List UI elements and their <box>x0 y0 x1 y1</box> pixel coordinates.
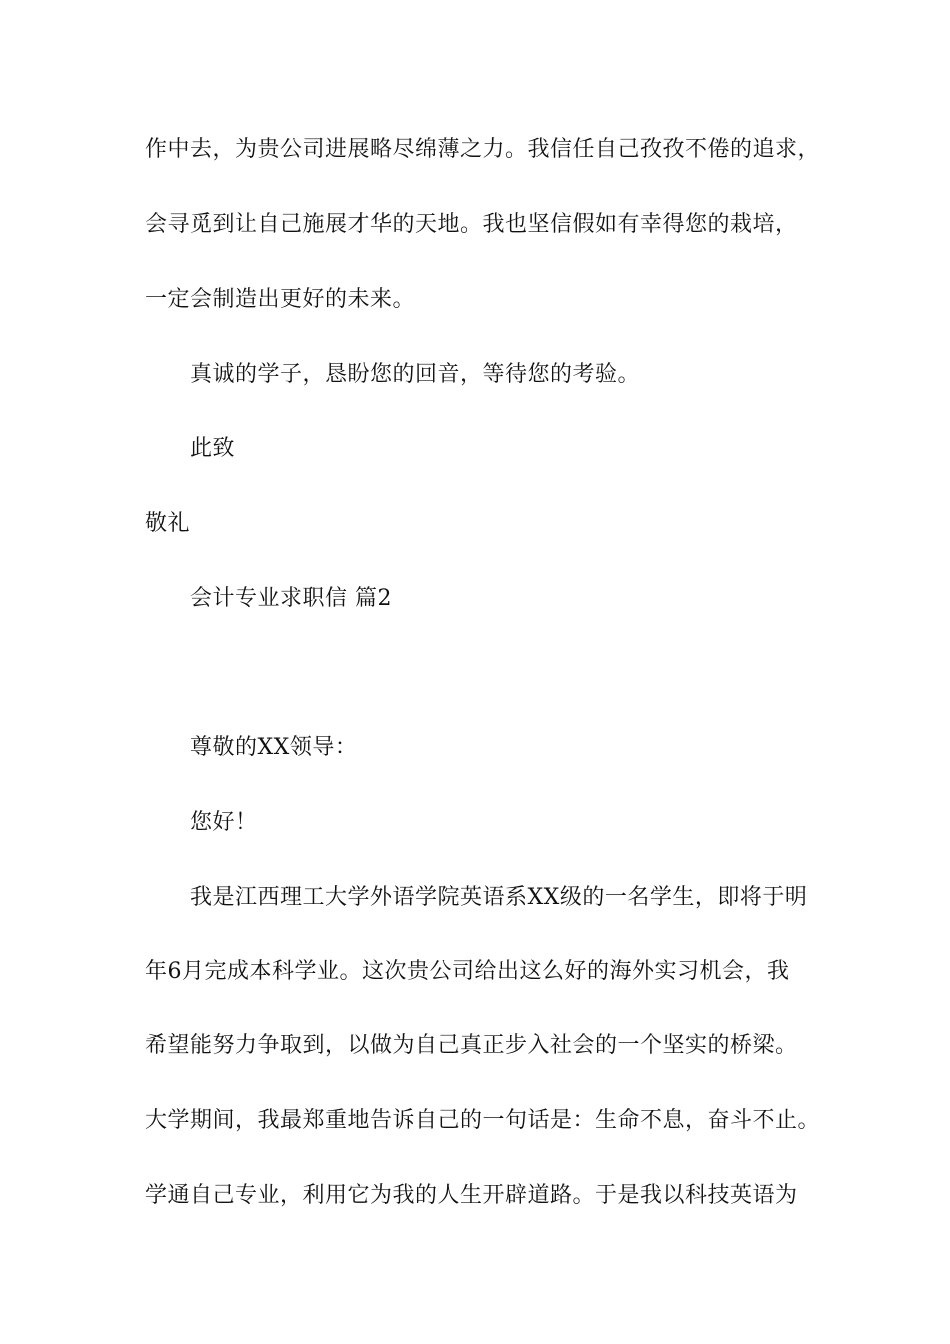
paragraph-line: 学通自己专业，利用它为我的人生开辟道路。于是我以科技英语为 <box>145 1183 798 1208</box>
paragraph-line: 真诚的学子，恳盼您的回音，等待您的考验。 <box>190 362 641 387</box>
paragraph-line: 希望能努力争取到，以做为自己真正步入社会的一个坚实的桥梁。 <box>145 1033 798 1058</box>
greeting-line: 尊敬的XX领导： <box>190 735 358 760</box>
paragraph-line: 我是江西理工大学外语学院英语系XX级的一名学生，即将于明 <box>190 885 808 910</box>
paragraph-line: 年6月完成本科学业。这次贵公司给出这么好的海外实习机会，我 <box>145 959 790 984</box>
greeting-line: 您好！ <box>190 810 258 835</box>
closing-regards: 敬礼 <box>145 511 191 536</box>
paragraph-line: 会寻觅到让自己施展才华的天地。我也坚信假如有幸得您的栽培， <box>145 212 798 237</box>
paragraph-line: 作中去，为贵公司进展略尽绵薄之力。我信任自己孜孜不倦的追求， <box>145 137 821 162</box>
section-heading: 会计专业求职信 篇2 <box>190 586 392 611</box>
paragraph-line: 大学期间，我最郑重地告诉自己的一句话是：生命不息，奋斗不止。 <box>145 1108 821 1133</box>
paragraph-line: 一定会制造出更好的未来。 <box>145 287 416 312</box>
closing-salutation: 此致 <box>190 436 236 461</box>
